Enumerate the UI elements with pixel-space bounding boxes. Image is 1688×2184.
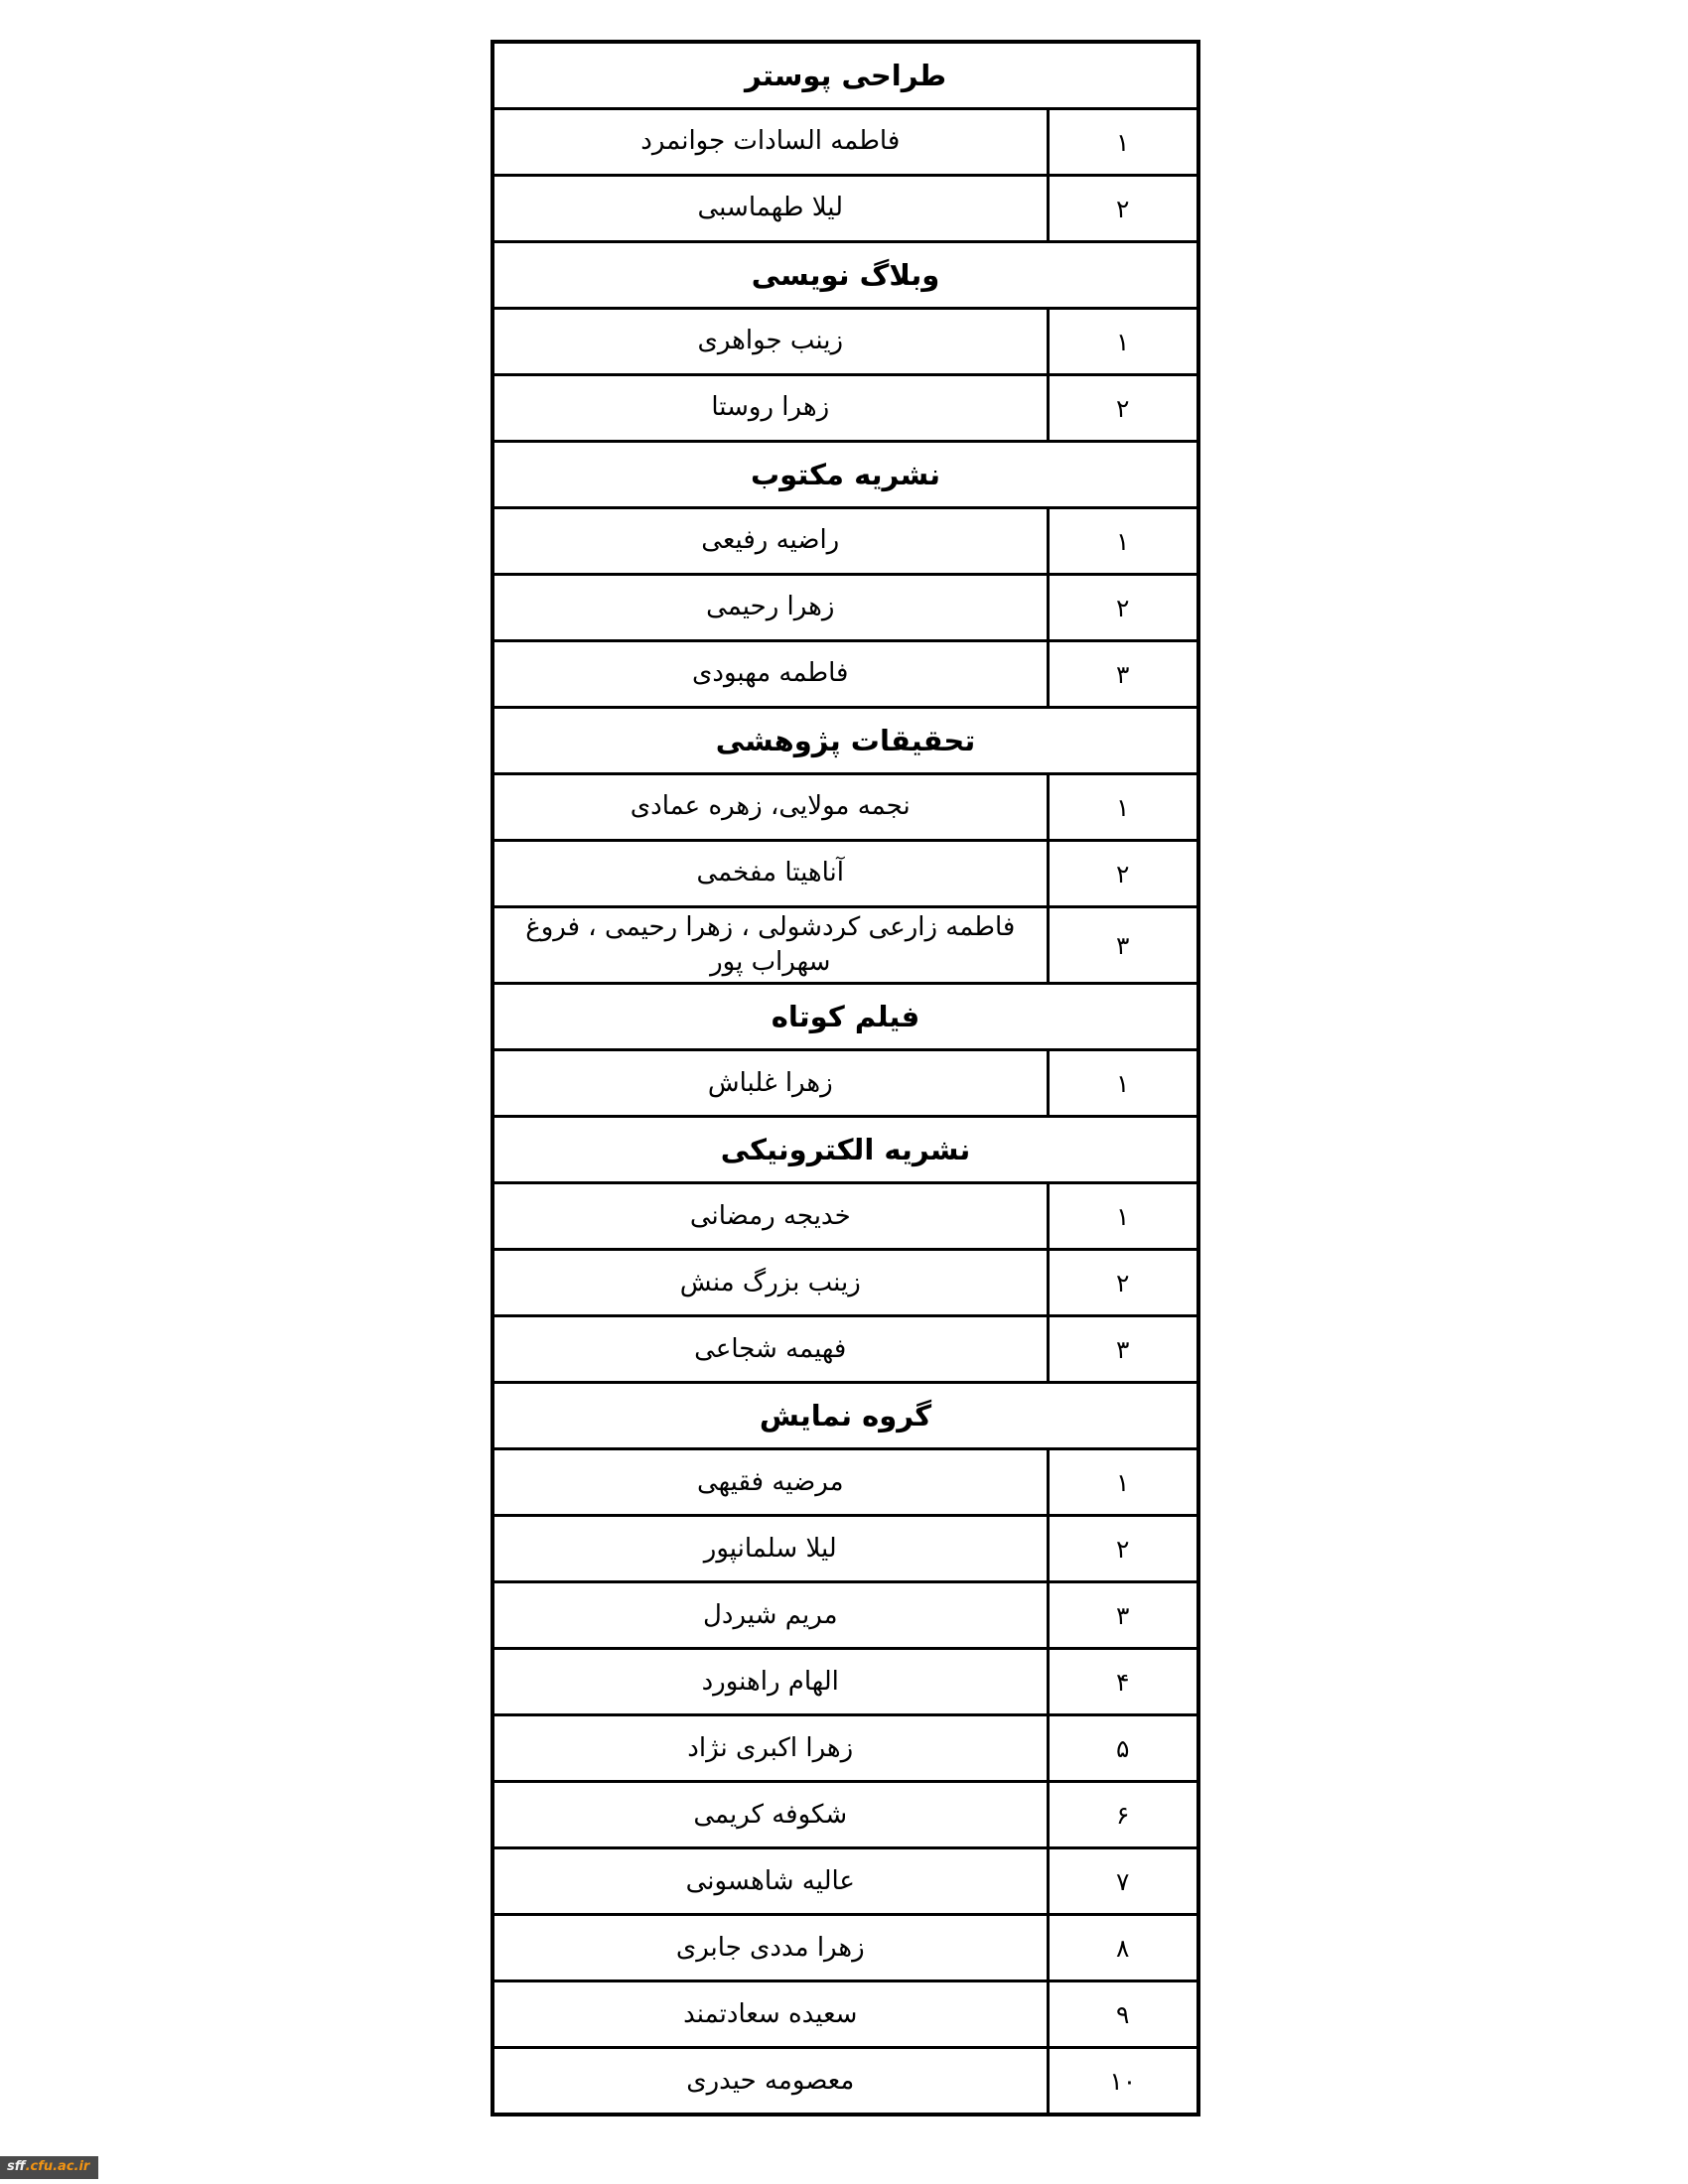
section-header: فیلم کوتاه <box>492 984 1198 1050</box>
member-number-cell: ۴ <box>1048 1649 1198 1715</box>
member-number-cell: ۱ <box>1048 1183 1198 1250</box>
member-name-cell: راضیه رفیعی <box>492 508 1048 575</box>
member-row <box>492 109 1198 176</box>
member-row <box>492 1649 1198 1715</box>
member-row <box>492 1715 1198 1782</box>
member-number-cell: ۳ <box>1048 1582 1198 1649</box>
member-row <box>492 1782 1198 1848</box>
section-row <box>492 442 1198 508</box>
member-number-cell: ۱ <box>1048 1050 1198 1117</box>
section-header: گروه نمایش <box>492 1383 1198 1449</box>
member-row <box>492 1848 1198 1915</box>
member-row <box>492 1981 1198 2048</box>
member-name-cell: لیلا طهماسبی <box>492 176 1048 242</box>
member-number-cell: ۳ <box>1048 907 1198 984</box>
member-row <box>492 575 1198 641</box>
member-number-cell: ۷ <box>1048 1848 1198 1915</box>
member-name-cell: الهام راهنورد <box>492 1649 1048 1715</box>
members-table <box>491 40 1200 2116</box>
member-row <box>492 1050 1198 1117</box>
member-number-cell: ۲ <box>1048 1250 1198 1316</box>
member-name-cell: زهرا غلباش <box>492 1050 1048 1117</box>
section-row <box>492 984 1198 1050</box>
member-row <box>492 2048 1198 2116</box>
member-number-cell: ۲ <box>1048 575 1198 641</box>
member-name-cell: سعیده سعادتمند <box>492 1981 1048 2048</box>
section-header: تحقیقات پژوهشی <box>492 708 1198 774</box>
member-row <box>492 1449 1198 1516</box>
member-name-cell: زهرا رحیمی <box>492 575 1048 641</box>
member-number-cell: ۸ <box>1048 1915 1198 1981</box>
member-row <box>492 774 1198 841</box>
member-row <box>492 641 1198 708</box>
member-name-cell: زهرا روستا <box>492 375 1048 442</box>
member-number-cell: ۱ <box>1048 109 1198 176</box>
member-row <box>492 907 1198 984</box>
watermark-badge <box>0 2156 98 2179</box>
member-row <box>492 1250 1198 1316</box>
member-number-cell: ۱ <box>1048 508 1198 575</box>
member-number-cell: ۱ <box>1048 774 1198 841</box>
member-name-cell: فاطمه زارعی کردشولی ، زهرا رحیمی ، فروغ سهراب پور <box>492 907 1048 984</box>
member-row <box>492 1516 1198 1582</box>
member-name-cell: معصومه حیدری <box>492 2048 1048 2116</box>
member-name-cell: شکوفه کریمی <box>492 1782 1048 1848</box>
section-row <box>492 42 1198 109</box>
member-number-cell: ۵ <box>1048 1715 1198 1782</box>
member-name-cell: فاطمه السادات جوانمرد <box>492 109 1048 176</box>
member-name-cell: زینب بزرگ منش <box>492 1250 1048 1316</box>
section-row <box>492 708 1198 774</box>
member-name-cell: مریم شیردل <box>492 1582 1048 1649</box>
member-number-cell: ۲ <box>1048 176 1198 242</box>
member-number-cell: ۹ <box>1048 1981 1198 2048</box>
member-name-cell: عالیه شاهسونی <box>492 1848 1048 1915</box>
member-name-cell: زینب جواهری <box>492 309 1048 375</box>
section-header: طراحی پوستر <box>492 42 1198 109</box>
member-name-cell: خدیجه رمضانی <box>492 1183 1048 1250</box>
section-row <box>492 1117 1198 1183</box>
section-row <box>492 242 1198 309</box>
member-name-cell: فهیمه شجاعی <box>492 1316 1048 1383</box>
member-name-cell: لیلا سلمانپور <box>492 1516 1048 1582</box>
member-number-cell: ۲ <box>1048 841 1198 907</box>
member-row <box>492 1183 1198 1250</box>
section-header: نشریه مکتوب <box>492 442 1198 508</box>
member-row <box>492 309 1198 375</box>
member-row <box>492 1582 1198 1649</box>
member-name-cell: فاطمه مهبودی <box>492 641 1048 708</box>
member-row <box>492 375 1198 442</box>
member-number-cell: ۱ <box>1048 309 1198 375</box>
section-header: وبلاگ نویسی <box>492 242 1198 309</box>
member-row <box>492 1316 1198 1383</box>
member-number-cell: ۲ <box>1048 375 1198 442</box>
member-number-cell: ۳ <box>1048 1316 1198 1383</box>
member-number-cell: ۱ <box>1048 1449 1198 1516</box>
member-name-cell: زهرا اکبری نژاد <box>492 1715 1048 1782</box>
member-name-cell: مرضیه فقیهی <box>492 1449 1048 1516</box>
section-row <box>492 1383 1198 1449</box>
watermark-site-prefix: sff <box>7 2159 26 2174</box>
member-name-cell: نجمه مولایی، زهره عمادی <box>492 774 1048 841</box>
member-name-cell: آناهیتا مفخمی <box>492 841 1048 907</box>
member-row <box>492 1915 1198 1981</box>
member-name-cell: زهرا مددی جابری <box>492 1915 1048 1981</box>
section-header: نشریه الکترونیکی <box>492 1117 1198 1183</box>
member-row <box>492 508 1198 575</box>
member-row <box>492 841 1198 907</box>
member-number-cell: ۳ <box>1048 641 1198 708</box>
member-row <box>492 176 1198 242</box>
member-number-cell: ۱۰ <box>1048 2048 1198 2116</box>
member-number-cell: ۶ <box>1048 1782 1198 1848</box>
member-number-cell: ۲ <box>1048 1516 1198 1582</box>
watermark-site-suffix: .cfu.ac.ir <box>25 2159 90 2174</box>
